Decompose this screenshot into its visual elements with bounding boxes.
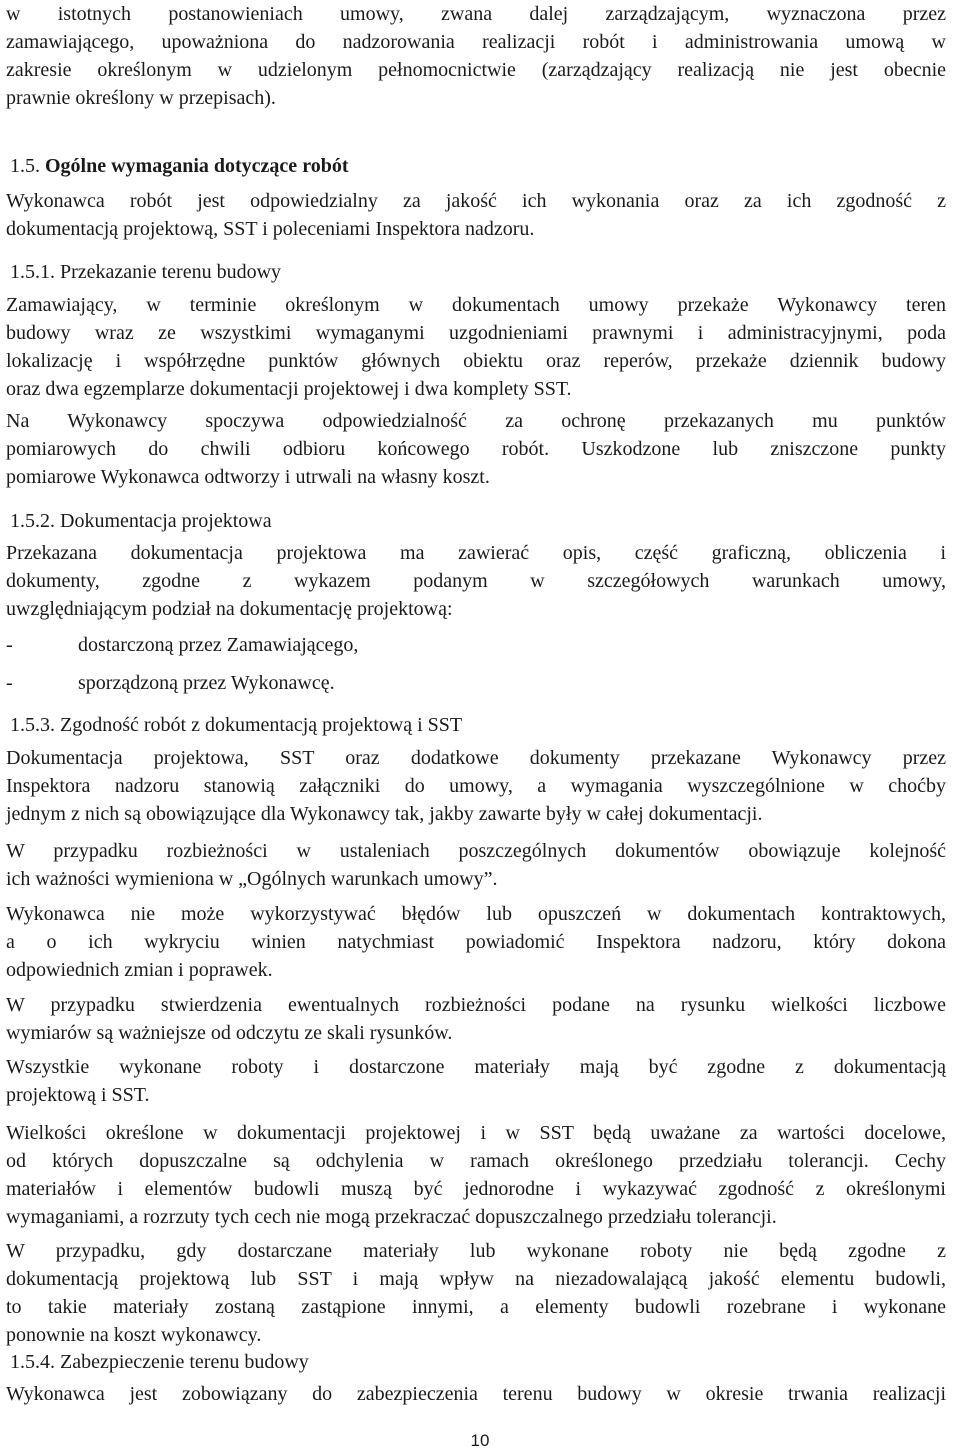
section-1-5-3-paragraph-7 [6,1237,946,1349]
section-1-5-paragraph [6,187,946,243]
section-heading-1-5-1 [10,258,950,286]
section-1-5-1-paragraph-2 [6,407,946,491]
section-1-5-3-paragraph-1 [6,744,946,828]
text-line: od których dopuszczalne są odchylenia w ramach określonego przedziału tolerancji. Cechy [6,1150,946,1172]
section-title: Dokumentacja projektowa [60,510,272,532]
text-line: odpowiednich zmian i poprawek. [6,959,273,981]
text-line: w istotnych postanowieniach umowy, zwana dalej zarządzającym, wyznaczona przez [6,3,946,25]
section-number: 1.5. [10,155,40,177]
intro-paragraph [6,0,946,112]
section-1-5-2-paragraph-1 [6,539,946,623]
section-1-5-3-paragraph-6 [6,1119,946,1231]
text-line: Wszystkie wykonane roboty i dostarczone materiały mają być zgodne z dokumentacją [6,1056,946,1078]
text-line: pomiarowych do chwili odbioru końcowego robót. Uszkodzone lub zniszczone punkty [6,438,946,460]
text-line: W przypadku, gdy dostarczane materiały lub wykonane roboty nie będą zgodne z [6,1240,946,1262]
text-line: Wykonawca jest zobowiązany do zabezpieczenia terenu budowy w okresie trwania realizacji [6,1383,946,1405]
section-title: Zabezpieczenie terenu budowy [60,1351,309,1373]
list-item [6,631,358,659]
section-title: Zgodność robót z dokumentacją projektową i SST [60,714,463,736]
text-line: dokumentacją projektową lub SST i mają wpływ na niezadowalającą jakość elementu budowli, [6,1268,946,1290]
section-title: Ogólne wymagania dotyczące robót [45,155,349,177]
section-1-5-3-paragraph-4 [6,991,946,1047]
list-item [6,669,335,697]
text-line: zakresie określonym w udzielonym pełnomocnictwie (zarządzający realizacją nie jest obecnie [6,59,946,81]
section-heading-1-5-4 [10,1348,950,1376]
text-line: Wykonawca nie może wykorzystywać błędów lub opuszczeń w dokumentach kontraktowych, [6,903,946,925]
text-line: Dokumentacja projektowa, SST oraz dodatkowe dokumenty przekazane Wykonawcy przez [6,747,946,769]
text-line: prawnie określony w przepisach). [6,87,276,109]
list-item-text: dostarczoną przez Zamawiającego, [78,634,359,656]
section-1-5-3-paragraph-3 [6,900,946,984]
page-number: 10 [470,1431,490,1450]
section-number: 1.5.2. [10,510,55,532]
section-heading-1-5-2 [10,507,950,535]
list-item-text: sporządzoną przez Wykonawcę. [78,672,335,694]
text-line: Wielkości określone w dokumentacji projektowej i w SST będą uważane za wartości docelowe, [6,1122,946,1144]
text-line: lokalizację i współrzędne punktów głównych obiektu oraz reperów, przekaże dziennik budowy [6,350,946,372]
text-line: wymiarów są ważniejsze od odczytu ze skali rysunków. [6,1022,453,1044]
text-line: dokumentacją projektową, SST i poleceniami Inspektora nadzoru. [6,218,535,240]
text-line: jednym z nich są obowiązujące dla Wykonawcy tak, jakby zawarte były w całej dokumentacji. [6,803,763,825]
section-1-5-3-paragraph-2 [6,837,946,893]
text-line: budowy wraz ze wszystkimi wymaganymi uzgodnieniami prawnymi i administracyjnymi, poda [6,322,946,344]
text-line: Wykonawca robót jest odpowiedzialny za jakość ich wykonania oraz za ich zgodność z [6,190,946,212]
section-1-5-1-paragraph-1 [6,291,946,403]
text-line: projektową i SST. [6,1084,150,1106]
section-heading-1-5-3 [10,711,950,739]
text-line: W przypadku stwierdzenia ewentualnych rozbieżności podane na rysunku wielkości liczbowe [6,994,946,1016]
text-line: ich ważności wymieniona w „Ogólnych warunkach umowy”. [6,868,498,890]
text-line: W przypadku rozbieżności w ustaleniach poszczególnych dokumentów obowiązuje kolejność [6,840,946,862]
text-line: a o ich wykryciu winien natychmiast powiadomić Inspektora nadzoru, który dokona [6,931,946,953]
list-bullet: - [6,634,13,656]
text-line: oraz dwa egzemplarze dokumentacji projektowej i dwa komplety SST. [6,378,572,400]
text-line: wymaganiami, a rozrzuty tych cech nie mogą przekraczać dopuszczalnego przedziału tolerancji. [6,1206,777,1228]
text-line: Przekazana dokumentacja projektowa ma zawierać opis, część graficzną, obliczenia i [6,542,946,564]
text-line: Na Wykonawcy spoczywa odpowiedzialność za ochronę przekazanych mu punktów [6,410,946,432]
text-line: Inspektora nadzoru stanowią załączniki do umowy, a wymagania wyszczególnione w choćby [6,775,946,797]
section-number: 1.5.1. [10,261,55,283]
text-line: pomiarowe Wykonawca odtworzy i utrwali na własny koszt. [6,466,490,488]
section-number: 1.5.3. [10,714,55,736]
section-1-5-3-paragraph-5 [6,1053,946,1109]
list-bullet: - [6,672,13,694]
section-heading-1-5 [10,152,950,180]
section-number: 1.5.4. [10,1351,55,1373]
text-line: materiałów i elementów budowli muszą być jednorodne i wykazywać zgodność z określonymi [6,1178,946,1200]
section-title: Przekazanie terenu budowy [60,261,282,283]
text-line: to takie materiały zostaną zastąpione innymi, a elementy budowli rozebrane i wykonane [6,1296,946,1318]
text-line: dokumenty, zgodne z wykazem podanym w szczegółowych warunkach umowy, [6,570,946,592]
text-line: zamawiającego, upoważniona do nadzorowania realizacji robót i administrowania umową w [6,31,946,53]
text-line: uwzględniającym podział na dokumentację projektową: [6,598,453,620]
text-line: ponownie na koszt wykonawcy. [6,1324,262,1346]
text-line: Zamawiający, w terminie określonym w dokumentach umowy przekaże Wykonawcy teren [6,294,946,316]
section-1-5-4-paragraph-1 [6,1380,946,1408]
